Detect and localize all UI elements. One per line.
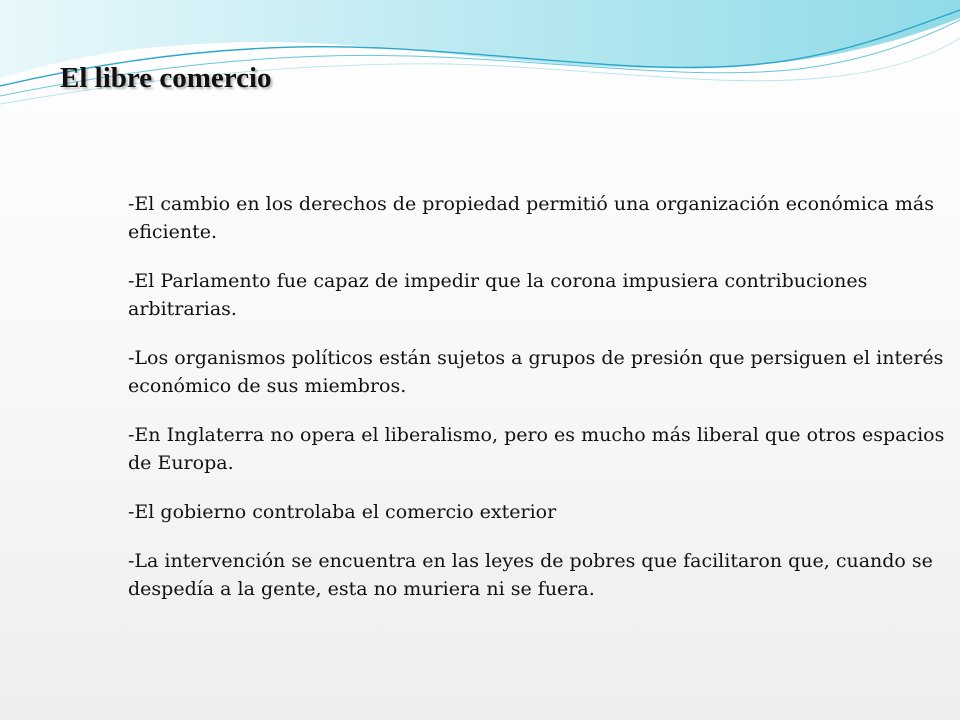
bullet-item: -En Inglaterra no opera el liberalismo, pero es mucho más liberal que otros espacios de Europa. <box>128 424 945 474</box>
bullet-item: -El cambio en los derechos de propiedad permitió una organización económica más eficiente. <box>128 193 934 243</box>
slide-title: El libre comercio <box>60 62 272 94</box>
bullet-item: -Los organismos políticos están sujetos a grupos de presión que persiguen el interés económico de sus miembros. <box>128 347 944 397</box>
decorative-wave-header <box>0 0 960 120</box>
bullet-item: -El Parlamento fue capaz de impedir que la corona impusiera contribuciones arbitrarias. <box>128 270 868 320</box>
bullet-item: -El gobierno controlaba el comercio exterior <box>128 501 557 523</box>
bullet-list <box>128 190 946 603</box>
bullet-item: -La intervención se encuentra en las leyes de pobres que facilitaron que, cuando se despedía a la gente, esta no muriera ni se fuera. <box>128 550 933 600</box>
